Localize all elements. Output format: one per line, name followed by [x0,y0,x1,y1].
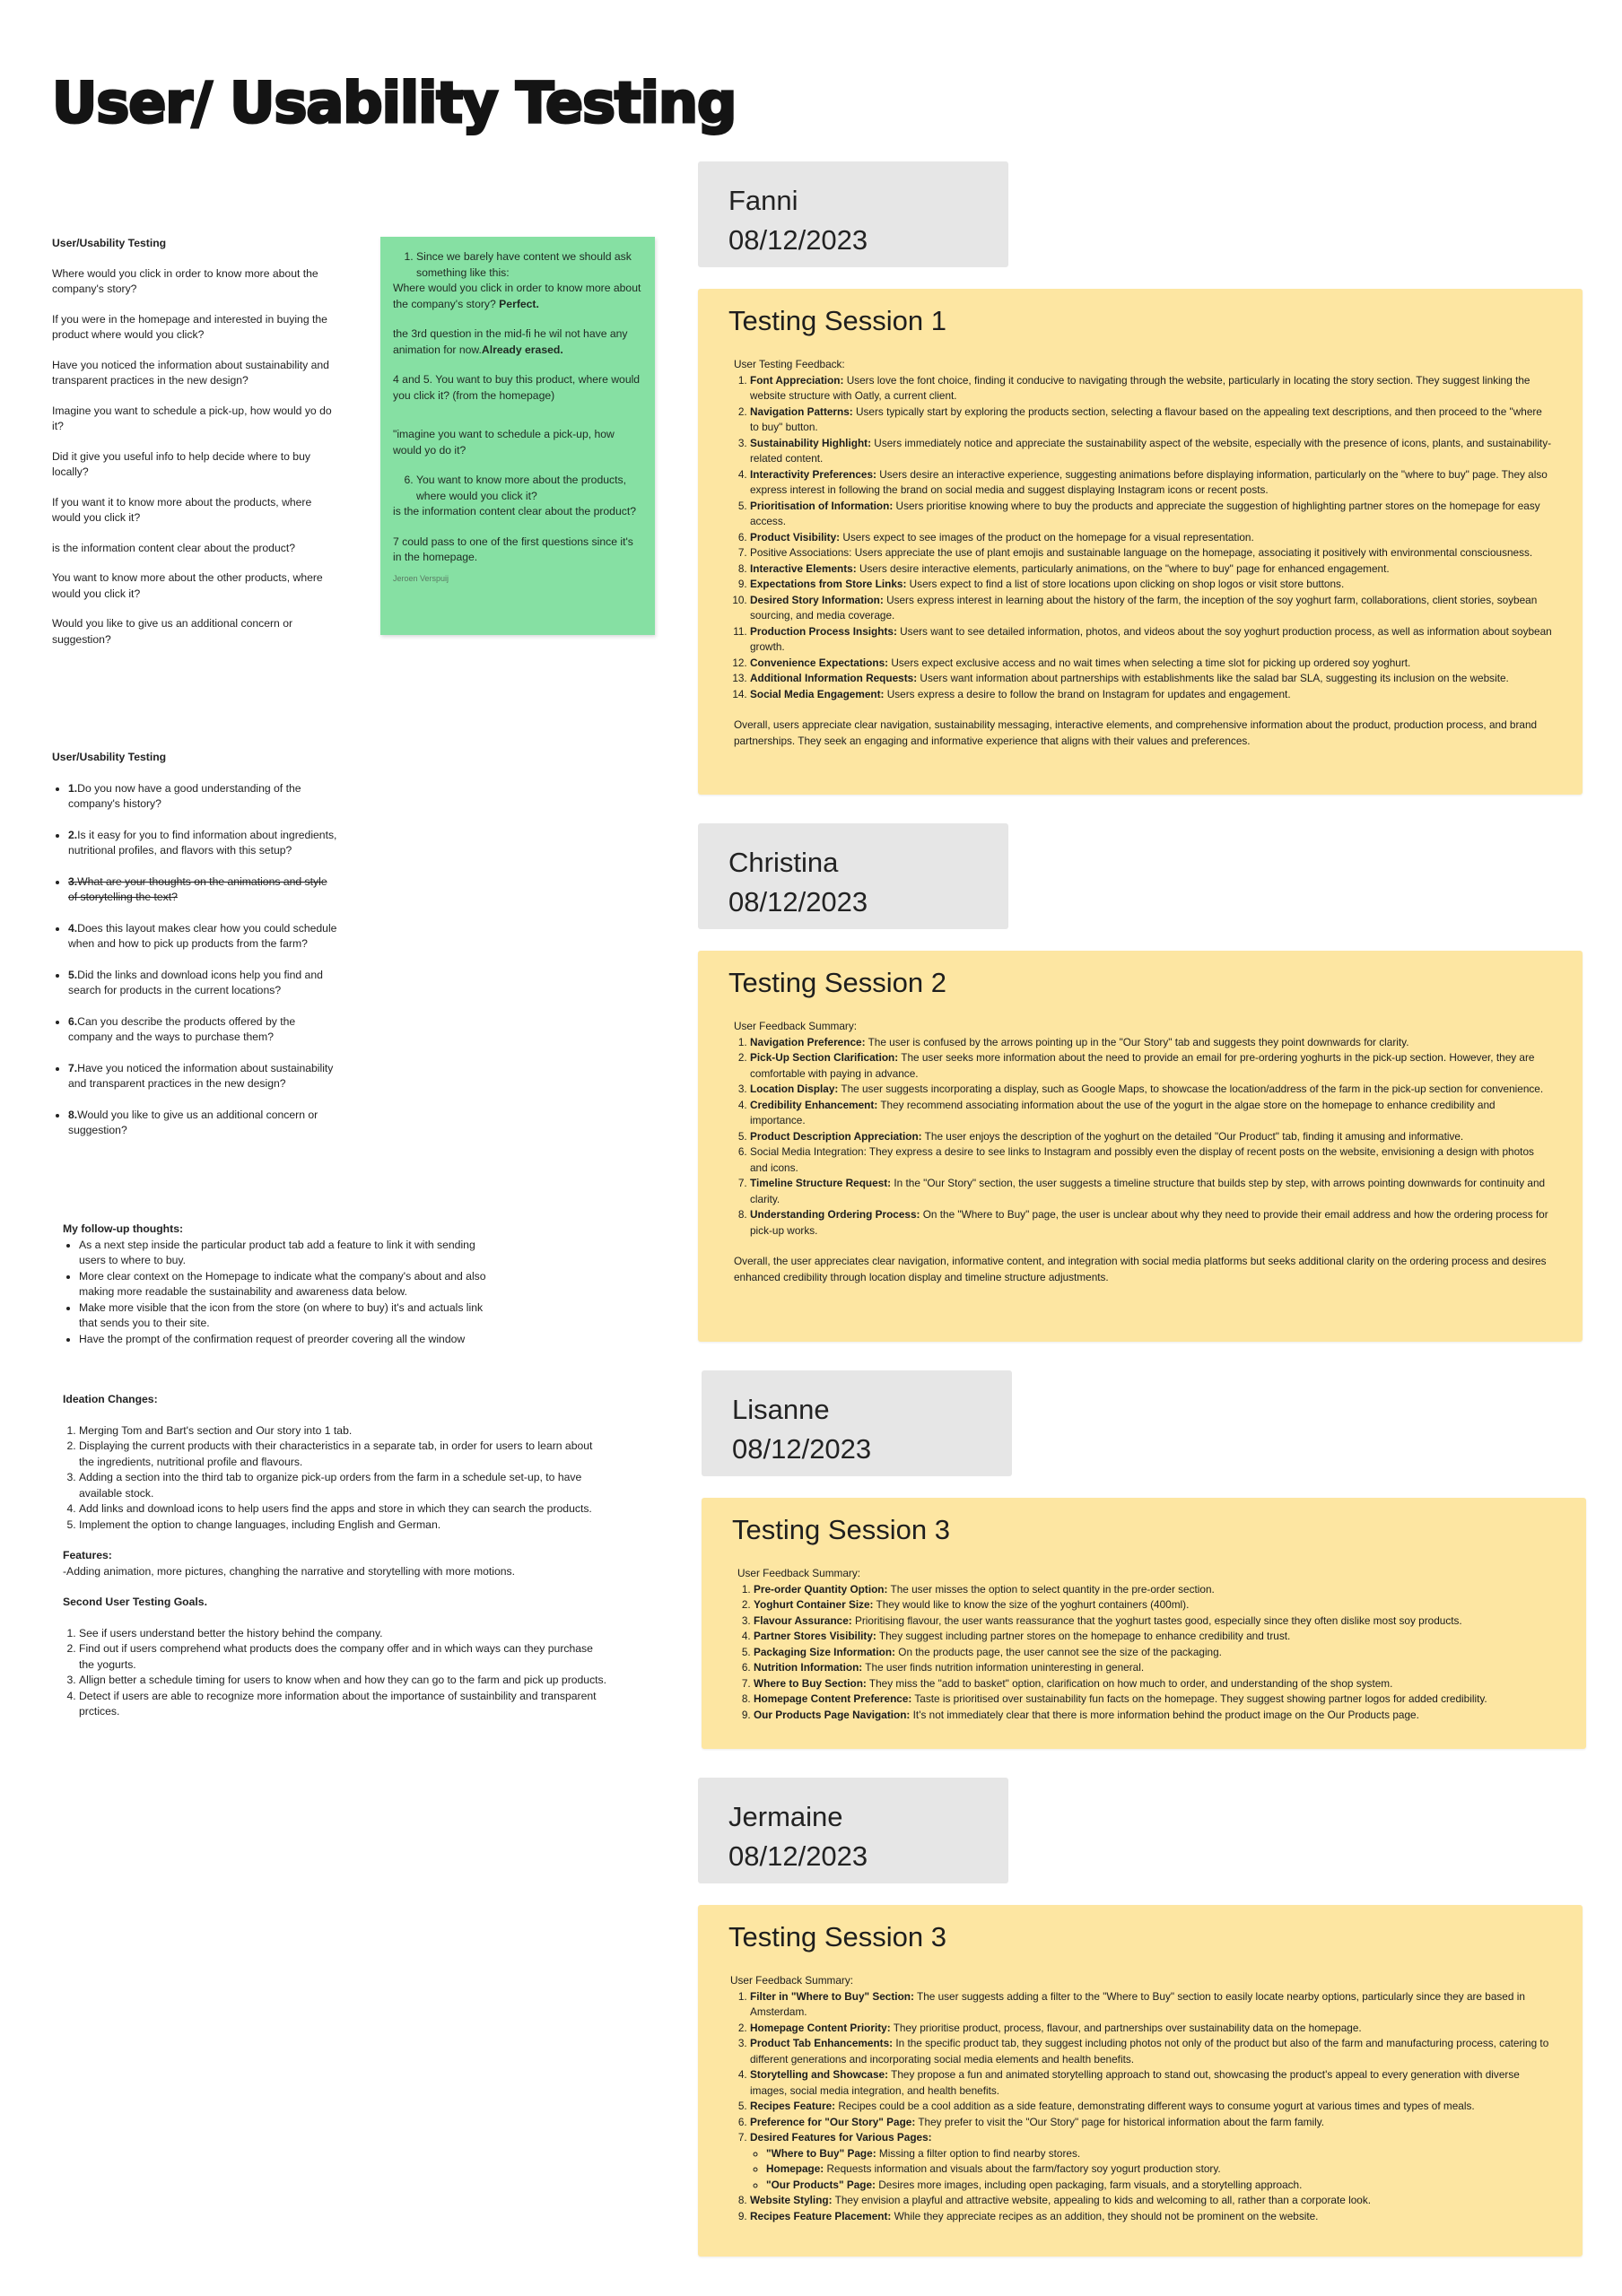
feedback-item: 4. Credibility Enhancement: They recommend associating information about the use of the yogurt in the algae store on the homepage to enhance credibility and importance. [750,1098,1552,1129]
ideation-changes [63,1392,610,1720]
list-item: • 7.Have you noticed the information about sustainability and transparent practices in the new design? [68,1061,337,1092]
feedback-item: 7. Desired Features for Various Pages: ◦ "Where to Buy" Page: Missing a filter option to find nearby stores. ◦ Homepage: Requests information and visuals about the farm/factory soy yogurt production story. ◦ "Our Products" Page: Desires more images, including open packaging, farm visuals, and a storytelling approach. [750,2130,1552,2193]
feedback-item: 3. Flavour Assurance: Prioritising flavour, the user wants reassurance that the yoghurt tastes good, especially since they often dislike most soy products. [754,1613,1556,1630]
feedback-item: 5. Packaging Size Information: On the products page, the user cannot see the size of the packaging. [754,1645,1556,1661]
session-intro: User Feedback Summary: [730,1974,854,1987]
feedback-item: 3. Product Tab Enhancements: In the specific product tab, they suggest including photos not only of the product but also of the farm and manufacturing process, catering to different generations and incorporating social media elements and health benefits. [750,2036,1552,2067]
testing-session-card [698,951,1583,1342]
session-date: 08/12/2023 [732,1433,872,1465]
feedback-item: 1. Pre-order Quantity Option: The user misses the option to select quantity in the pre-order section. [754,1582,1556,1598]
list-item: • Have the prompt of the confirmation request of preorder covering all the window [79,1332,502,1348]
testing-session-card [702,1498,1586,1749]
feedback-item: 6. Nutrition Information: The user finds nutrition information uninteresting in general. [754,1660,1556,1676]
session-intro: User Testing Feedback: [734,358,845,370]
session-date: 08/12/2023 [728,224,868,256]
session-title: Testing Session 3 [732,1514,950,1545]
list-item: 2. Displaying the current products with their characteristics in a separate tab, in order for users to learn about the ingredients, nutritional profile and flavours. [79,1439,610,1470]
feedback-item: 14. Social Media Engagement: Users express a desire to follow the brand on Instagram for updates and engagement. [750,687,1552,703]
question: Would you like to give us an additional concern or suggestion? [52,617,293,646]
usability-questions-v1 [52,236,337,662]
participant-name: Christina [728,847,839,878]
feedback-item: 2. Pick-Up Section Clarification: The user seeks more information about the need to provide an email for pre-ordering yoghurts in the pick-up section. However, they are comfortable with paying in advance. [750,1050,1552,1082]
section-heading: Features: [63,1549,112,1561]
feedback-item: 7. Positive Associations: Users appreciate the use of plant emojis and sustainable language on the homepage, associating it positively with environmental consciousness. [750,545,1552,561]
list-item: 1. See if users understand better the history behind the company. [79,1626,610,1642]
list-item: • 8.Would you like to give us an additional concern or suggestion? [68,1108,337,1139]
session-intro: User Feedback Summary: [737,1567,861,1579]
feedback-subitem: ◦ "Our Products" Page: Desires more images, including open packaging, farm visuals, and a storytelling approach. [766,2178,1552,2194]
feedback-item: 5. Recipes Feature: Recipes could be a cool addition as a side feature, demonstrating different ways to consume yogurt at various times and types of meals. [750,2099,1552,2115]
feedback-item: 1. Font Appreciation: Users love the font choice, finding it conducive to navigating through the website, particularly in locating the story section. They suggest linking the website structure with Oatly, a current client. [750,373,1552,404]
feedback-item: 2. Homepage Content Priority: They prioritise product, process, flavour, and partnerships over sustainability data on the homepage. [750,2021,1552,2037]
list-item: • More clear context on the Homepage to indicate what the company's about and also making more readable the sustainability and awareness data below. [79,1269,502,1300]
feedback-item: 2. Navigation Patterns: Users typically start by exploring the products section, selecting a flavour based on the appealing text descriptions, and then proceed to the "where to buy" button. [750,404,1552,436]
question: Imagine you want to schedule a pick-up, how would yo do it? [52,404,332,432]
feedback-item: 5. Prioritisation of Information: Users prioritise knowing where to buy the products and appreciate the suggestion of highlighting partner stores on the homepage for easy access. [750,499,1552,530]
feedback-item: 6. Social Media Integration: They express a desire to see links to Instagram and possibly even the display of recent posts on the website, envisioning a design with photos and icons. [750,1144,1552,1176]
section-heading: Second User Testing Goals. [63,1596,207,1608]
feedback-subitem: ◦ Homepage: Requests information and visuals about the farm/factory soy yogurt production story. [766,2161,1552,2178]
list-item: 5. Implement the option to change languages, including English and German. [79,1518,610,1534]
participant-card [698,823,1008,929]
feedback-item: 2. Yoghurt Container Size: They would like to know the size of the yoghurt containers (400ml). [754,1597,1556,1613]
participant-name: Lisanne [732,1394,830,1425]
feedback-item: 8. Interactive Elements: Users desire interactive elements, particularly animations, on the "where to buy" page for enhanced engagement. [750,561,1552,578]
feedback-item: 4. Partner Stores Visibility: They suggest including partner stores on the homepage to enhance credibility and trust. [754,1629,1556,1645]
feedback-item: 9. Our Products Page Navigation: It's not immediately clear that there is more information behind the product image on the Our Products page. [754,1708,1556,1724]
list-item: 4. Detect if users are able to recognize more information about the importance of sustainbility and transparent prctices. [79,1689,610,1720]
testing-session-card [698,1905,1583,2257]
feedback-subitem: ◦ "Where to Buy" Page: Missing a filter option to find nearby stores. [766,2146,1552,2162]
section-heading: User/Usability Testing [52,751,167,763]
question: is the information content clear about the product? [52,541,295,554]
list-item: 4. Add links and download icons to help users find the apps and store in which they can search the products. [79,1501,610,1518]
participant-card [698,1778,1008,1883]
feedback-item: 11. Production Process Insights: Users want to see detailed information, photos, and videos about the soy yoghurt production process, as well as information about soybean growth. [750,624,1552,656]
note-text: Where would you click in order to know more about the company's story? [393,282,641,310]
sticky-note-comments [380,237,655,635]
list-item: • 5.Did the links and download icons help you find and search for products in the current locations? [68,968,337,999]
session-summary: Overall, the user appreciates clear navigation, informative content, and integration with social media platforms but seeks additional clarity on the ordering process and desires enhanced credibility through location display and timeline structure adjustments. [734,1255,1547,1283]
feedback-item: 13. Additional Information Requests: Users want information about partnerships with establishments like the salad bar SLA, suggesting its inclusion on the website. [750,671,1552,687]
session-summary: Overall, users appreciate clear navigation, sustainability messaging, interactive elements, and comprehensive information about the product, production process, and brand partnerships. They seek an engaging and informative experience that aligns with their values and preferences. [734,718,1538,747]
page-title: User/ Usability Testing [52,70,737,135]
list-item: 1. Merging Tom and Bart's section and Our story into 1 tab. [79,1423,610,1439]
participant-name: Jermaine [728,1801,843,1832]
list-item: 3. Allign better a schedule timing for users to know when and how they can go to the farm and pick up products. [79,1673,610,1689]
feedback-item: 1. Filter in "Where to Buy" Section: The user suggests adding a filter to the "Where to Buy" section to easily locate nearby options, particularly since they are based in Amsterdam. [750,1989,1552,2021]
feedback-item: 7. Where to Buy Section: They miss the "add to basket" option, clarification on how much to order, and understanding of the shop system. [754,1676,1556,1692]
feedback-item: 8. Homepage Content Preference: Taste is prioritised over sustainability fun facts on the homepage. They suggest showing partner logos for added credibility. [754,1692,1556,1708]
participant-card [698,161,1008,267]
usability-questions-v2 [52,750,337,1154]
question: If you want it to know more about the products, where would you click it? [52,495,312,524]
question: You want to know more about the other products, where would you click it? [52,571,323,600]
session-date: 08/12/2023 [728,886,868,918]
section-heading: My follow-up thoughts: [63,1222,184,1235]
list-item: • Make more visible that the icon from the store (on where to buy) it's and actuals link that sends you to their site. [79,1300,502,1332]
feedback-item: 10. Desired Story Information: Users express interest in learning about the history of the farm, the inception of the soy yoghurt farm, collaborations, client stories, soybean sourcing, and media coverage. [750,593,1552,624]
feedback-item: 7. Timeline Structure Request: In the "Our Story" section, the user suggests a timeline structure that builds step by step, with arrows pointing downwards for continuity and clarity. [750,1176,1552,1207]
section-heading: Ideation Changes: [63,1393,158,1405]
list-item: • 4.Does this layout makes clear how you could schedule when and how to pick up products from the farm? [68,921,337,952]
question: Where would you click in order to know more about the company's story? [52,266,318,295]
list-item: • As a next step inside the particular product tab add a feature to link it with sending users to where to buy. [79,1238,502,1269]
question: Have you noticed the information about sustainability and transparent practices in the new design? [52,358,329,387]
feedback-item: 12. Convenience Expectations: Users expect exclusive access and no wait times when selecting a time slot for picking up ordered soy yoghurt. [750,656,1552,672]
feedback-item: 4. Storytelling and Showcase: They propose a fun and animated storytelling approach to stand out, showcasing the product's appeal to every generation with diverse images, social media integration, and health benefits. [750,2067,1552,2099]
session-title: Testing Session 2 [728,967,946,998]
feedback-item: 8. Understanding Ordering Process: On the "Where to Buy" page, the user is unclear about why they need to provide their email address and how the ordering process for pick-up works. [750,1207,1552,1239]
participant-card [702,1370,1012,1476]
feedback-item: 9. Expectations from Store Links: Users expect to find a list of store locations upon clicking on shop logos or visit store buttons. [750,577,1552,593]
note-text: 4 and 5. You want to buy this product, where would you click it? (from the homepage) [393,373,641,402]
participant-name: Fanni [728,185,798,216]
note-item: 1. Since we barely have content we should ask something like this: [416,249,642,281]
session-title: Testing Session 1 [728,305,946,336]
feedback-item: 9. Recipes Feature Placement: While they appreciate recipes as an addition, they should not be prominent on the website. [750,2209,1552,2225]
note-text: 7 could pass to one of the first questions since it's in the homepage. [393,535,633,563]
feedback-item: 1. Navigation Preference: The user is confused by the arrows pointing up in the "Our Story" tab and suggests they point downwards for clarity. [750,1035,1552,1051]
note-text: Perfect. [499,297,539,310]
note-text: is the information content clear about the product? [393,505,636,517]
list-item: • 6.Can you describe the products offered by the company and the ways to purchase them? [68,1014,337,1046]
feedback-item: 6. Preference for "Our Story" Page: They prefer to visit the "Our Story" page for historical information about the farm family. [750,2115,1552,2131]
note-signature: Jeroen Verspuij [393,573,449,583]
session-intro: User Feedback Summary: [734,1020,858,1032]
note-text: "imagine you want to schedule a pick-up, how would yo do it? [393,428,615,457]
feedback-item: 3. Location Display: The user suggests incorporating a display, such as Google Maps, to showcase the location/address of the farm in the pick-up section for convenience. [750,1082,1552,1098]
feedback-item: 3. Sustainability Highlight: Users immediately notice and appreciate the sustainability aspect of the website, especially with the presence of icons, plants, and sustainability-related content. [750,436,1552,467]
feedback-item: 5. Product Description Appreciation: The user enjoys the description of the yoghurt on the detailed "Our Product" tab, finding it amusing and informative. [750,1129,1552,1145]
list-item: 2. Find out if users comprehend what products does the company offer and in which ways can they purchase the yogurts. [79,1641,610,1673]
feedback-item: 6. Product Visibility: Users expect to see images of the product on the homepage for a visual representation. [750,530,1552,546]
testing-session-card [698,289,1583,795]
question: Did it give you useful info to help decide where to buy locally? [52,449,310,478]
features-text: -Adding animation, more pictures, changhing the narrative and storytelling with more motions. [63,1564,516,1578]
section-heading: User/Usability Testing [52,237,167,249]
feedback-item: 4. Interactivity Preferences: Users desire an interactive experience, suggesting animations before displaying information, particularly on the "where to buy" page. They also express interest in following the brand on social media and suggest displaying Instagram icons or recent posts. [750,467,1552,499]
list-item: • 3.What are your thoughts on the animations and style of storytelling the text? [68,874,337,906]
note-text: the 3rd question in the mid-fi he wil not have any animation for now. [393,327,628,356]
session-title: Testing Session 3 [728,1921,946,1952]
note-item: 6. You want to know more about the products, where would you click it? [416,473,642,504]
note-text: Already erased. [481,343,563,356]
feedback-item: 8. Website Styling: They envision a playful and attractive website, appealing to kids and welcoming to all, rather than a corporate look. [750,2193,1552,2209]
list-item: • 1.Do you now have a good understanding of the company's history? [68,781,337,813]
followup-thoughts [63,1222,502,1347]
question: If you were in the homepage and interested in buying the product where would you click? [52,312,327,341]
session-date: 08/12/2023 [728,1840,868,1872]
list-item: • 2.Is it easy for you to find information about ingredients, nutritional profiles, and flavors with this setup? [68,828,337,859]
list-item: 3. Adding a section into the third tab to organize pick-up orders from the farm in a schedule set-up, to have available stock. [79,1470,610,1501]
